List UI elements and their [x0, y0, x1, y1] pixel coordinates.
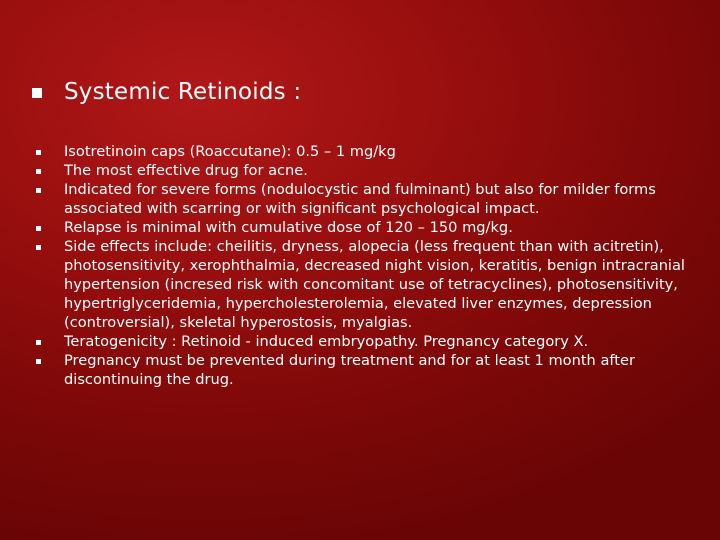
square-bullet-icon: [36, 359, 41, 364]
square-bullet-icon: [32, 88, 42, 98]
square-bullet-icon: [36, 226, 41, 231]
square-bullet-icon: [36, 169, 41, 174]
square-bullet-icon: [36, 150, 41, 155]
bullet-text: Pregnancy must be prevented during treatment and for at least 1 month after discontinuing the drug.: [64, 352, 635, 388]
bullet-item: [36, 237, 696, 332]
square-bullet-icon: [36, 245, 41, 250]
square-bullet-icon: [36, 340, 41, 345]
bullet-text: Isotretinoin caps (Roaccutane): 0.5 – 1 mg/kg: [64, 143, 396, 160]
bullet-item: [36, 351, 696, 389]
bullet-text: Indicated for severe forms (nodulocystic and fulminant) but also for milder forms associated with scarring or with significant psychological impact.: [64, 181, 656, 217]
bullet-text: Teratogenicity : Retinoid - induced embryopathy. Pregnancy category X.: [64, 333, 589, 350]
bullet-item: [36, 332, 696, 351]
title-row: [32, 76, 301, 108]
bullet-list: [36, 142, 696, 389]
square-bullet-icon: [36, 188, 41, 193]
bullet-item: [36, 180, 696, 218]
slide-title: Systemic Retinoids :: [64, 79, 302, 105]
bullet-text: Side effects include: cheilitis, dryness, alopecia (less frequent than with acitretin), photosensitivity, xerophthalmia, decreased night vision, keratitis, benign intracranial hypertension (incresed risk with concomitant use of tetracyclines), photosensitivity, hypertriglyceridemia, hypercholesterolemia, elevated liver enzymes, depression (controversial), skeletal hyperostosis, myalgias.: [64, 238, 685, 331]
bullet-text: The most effective drug for acne.: [64, 162, 308, 179]
bullet-item: [36, 161, 696, 180]
bullet-text: Relapse is minimal with cumulative dose of 120 – 150 mg/kg.: [64, 219, 513, 236]
bullet-item: [36, 218, 696, 237]
bullet-item: [36, 142, 696, 161]
